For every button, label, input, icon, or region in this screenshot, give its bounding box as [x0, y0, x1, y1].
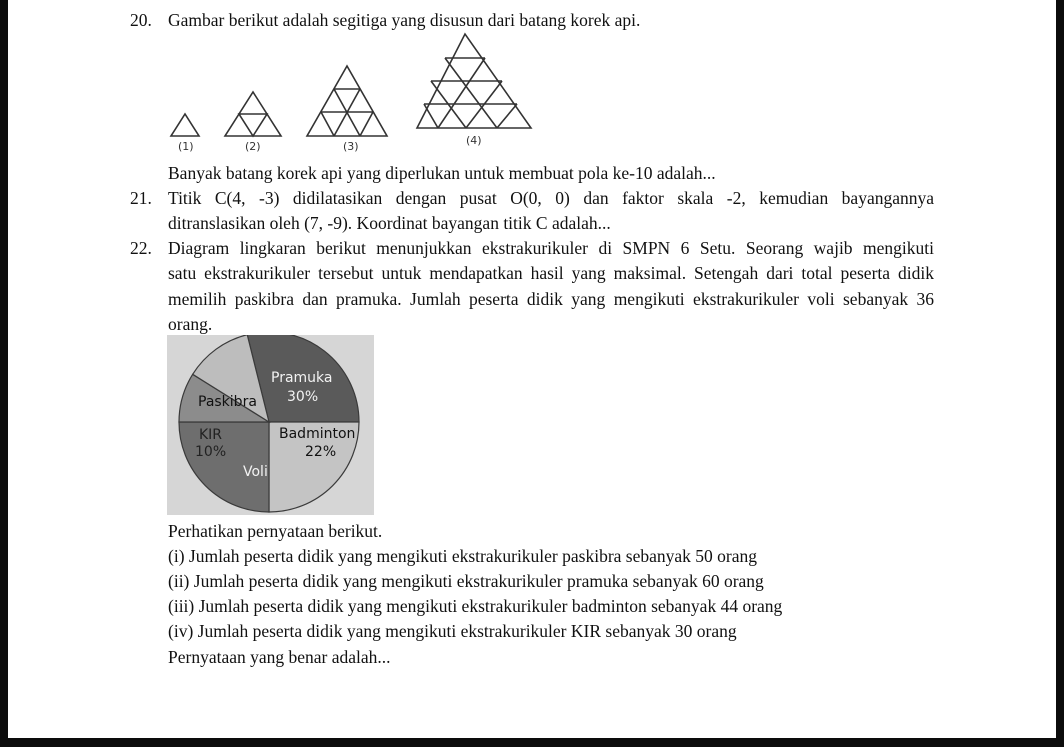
statement-i: (i) Jumlah peserta didik yang mengikuti ekstrakurikuler paskibra sebanyak 50 orang	[168, 546, 758, 566]
q21-number: 21.	[130, 188, 152, 208]
pie-value-kir: 10%	[195, 444, 227, 460]
q20-text: Gambar berikut adalah segitiga yang disusun dari batang korek api.	[168, 10, 641, 30]
matchstick-triangle-figure	[165, 28, 545, 140]
pie-label-kir: KIR	[199, 427, 223, 443]
q22-line-3: memilih paskibra dan pramuka. Jumlah peserta didik yang mengikuti ekstrakurikuler voli sebanyak 36	[168, 289, 934, 309]
pie-chart	[167, 335, 374, 515]
pie-value-badminton: 22%	[305, 444, 337, 460]
pattern-label-3: (3)	[343, 140, 359, 153]
q21-line-1: Titik C(4, -3) didilatasikan dengan pusat O(0, 0) dan faktor skala -2, kemudian bayangannya	[168, 188, 934, 208]
pie-value-pramuka: 30%	[287, 389, 319, 405]
pattern-label-1: (1)	[178, 140, 194, 153]
pattern-label-2: (2)	[245, 140, 261, 153]
pie-label-paskibra: Paskibra	[198, 394, 257, 410]
triangle-pattern-2	[225, 92, 281, 136]
pie-label-voli: Voli	[243, 464, 268, 480]
q20-number: 20.	[130, 10, 152, 30]
triangle-pattern-3	[307, 66, 387, 136]
q22-line-1: Diagram lingkaran berikut menunjukkan ekstrakurikuler di SMPN 6 Setu. Seorang wajib mengikuti	[168, 238, 934, 258]
triangle-pattern-4-inner	[424, 58, 517, 128]
pie-label-pramuka: Pramuka	[271, 370, 333, 386]
triangle-pattern-1	[171, 114, 199, 136]
q22-intro: Perhatikan pernyataan berikut.	[168, 521, 383, 541]
q22-line-4: orang.	[168, 314, 213, 334]
q22-closing: Pernyataan yang benar adalah...	[168, 647, 391, 667]
q22-number: 22.	[130, 238, 152, 258]
statement-iii: (iii) Jumlah peserta didik yang mengikuti ekstrakurikuler badminton sebanyak 44 orang	[168, 596, 783, 616]
statement-iv: (iv) Jumlah peserta didik yang mengikuti ekstrakurikuler KIR sebanyak 30 orang	[168, 621, 737, 641]
q20-question: Banyak batang korek api yang diperlukan untuk membuat pola ke-10 adalah...	[168, 163, 716, 183]
q21-line-2: ditranslasikan oleh (7, -9). Koordinat bayangan titik C adalah...	[168, 213, 611, 233]
pie-label-badminton: Badminton	[279, 426, 356, 442]
pattern-label-4: (4)	[466, 134, 482, 147]
statement-ii: (ii) Jumlah peserta didik yang mengikuti ekstrakurikuler pramuka sebanyak 60 orang	[168, 571, 764, 591]
q22-line-2: satu ekstrakurikuler tersebut untuk mendapatkan hasil yang maksimal. Setengah dari total peserta didik	[168, 263, 934, 283]
page-edge-bottom	[0, 738, 1064, 747]
page-edge-right	[1056, 0, 1064, 747]
page-edge-left	[0, 0, 8, 747]
